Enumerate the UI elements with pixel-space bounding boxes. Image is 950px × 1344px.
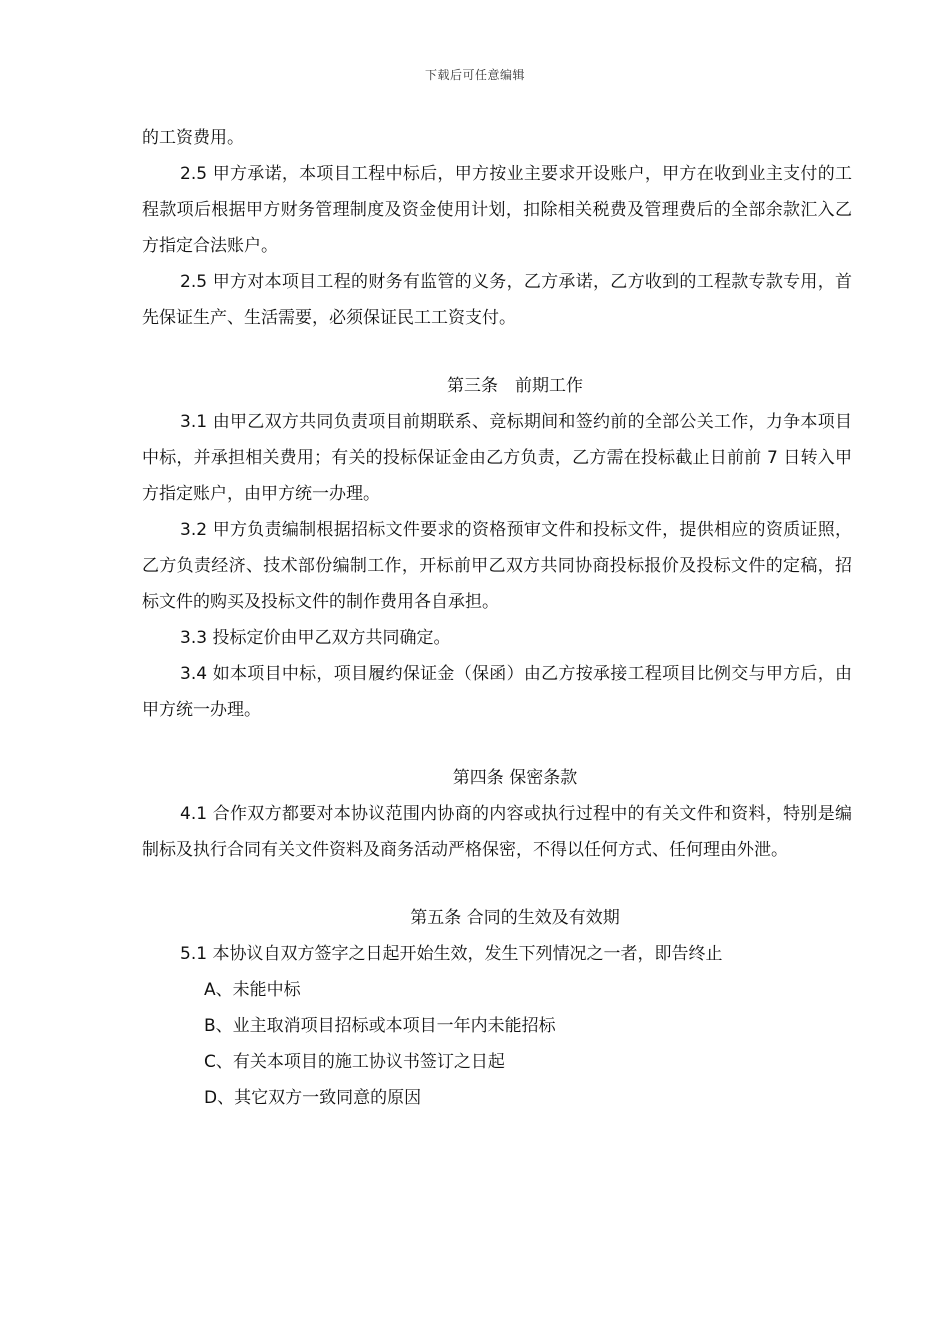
clause-2-5-b: 2.5 甲方对本项目工程的财务有监管的义务，乙方承诺，乙方收到的工程款专款专用，首先保证生产、生活需要，必须保证民工工资支付。: [142, 272, 852, 328]
clause-3-1: 3.1 由甲乙双方共同负责项目前期联系、竞标期间和签约前的全部公关工作，力争本项目中标，并承担相关费用；有关的投标保证金由乙方负责，乙方需在投标截止日前前 7 日转入甲方指定账户，由甲方统一办理。: [142, 412, 852, 504]
clause-2-5-a: 2.5 甲方承诺，本项目工程中标后，甲方按业主要求开设账户，甲方在收到业主支付的工程款项后根据甲方财务管理制度及资金使用计划，扣除相关税费及管理费后的全部余款汇入乙方指定合法账户。: [142, 164, 852, 256]
termination-condition-d: D、其它双方一致同意的原因: [204, 1088, 422, 1108]
page-header-note: 下载后可任意编辑: [424, 68, 525, 82]
section3-title: 第三条 前期工作: [447, 376, 583, 396]
section2-continuation: 的工资费用。: [142, 128, 244, 148]
termination-condition-b: B、业主取消项目招标或本项目一年内未能招标: [204, 1016, 556, 1036]
document-body: [142, 120, 852, 1116]
clause-3-2: 3.2 甲方负责编制根据招标文件要求的资格预审文件和投标文件，提供相应的资质证照，乙方负责经济、技术部份编制工作，开标前甲乙双方共同协商投标报价及投标文件的定稿，招标文件的购买及投标文件的制作费用各自承担。: [142, 520, 852, 612]
termination-condition-c: C、有关本项目的施工协议书签订之日起: [204, 1052, 505, 1072]
termination-condition-a: A、未能中标: [204, 980, 301, 1000]
section5-title: 第五条 合同的生效及有效期: [410, 908, 620, 928]
clause-4-1: 4.1 合作双方都要对本协议范围内协商的内容或执行过程中的有关文件和资料，特别是编制标及执行合同有关文件资料及商务活动严格保密，不得以任何方式、任何理由外泄。: [142, 804, 852, 860]
clause-5-1: 5.1 本协议自双方签字之日起开始生效，发生下列情况之一者，即告终止: [180, 944, 723, 964]
section4-title: 第四条 保密条款: [452, 768, 578, 788]
clause-3-4: 3.4 如本项目中标，项目履约保证金（保函）由乙方按承接工程项目比例交与甲方后，由甲方统一办理。: [142, 664, 852, 720]
clause-3-3: 3.3 投标定价由甲乙双方共同确定。: [180, 628, 451, 648]
